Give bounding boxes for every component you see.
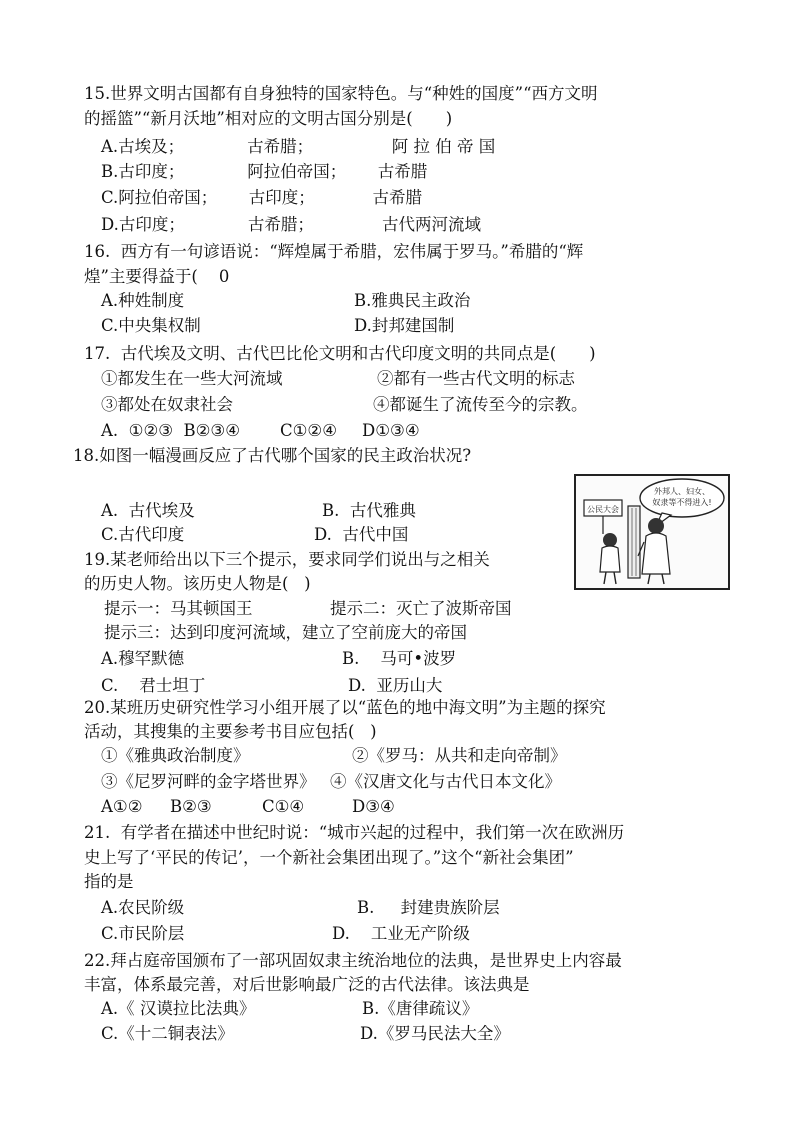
- q17-item-3: ③都处在奴隶社会: [101, 395, 233, 414]
- q22-stem-line-2: 丰富，体系最完善，对后世影响最广泛的古代法律。该法典是: [84, 975, 530, 994]
- q15-option-b: B.古印度； 阿拉伯帝国； 古希腊: [101, 162, 428, 181]
- q16-option-a: A.种姓制度: [101, 291, 185, 310]
- q17-item-4: ④都诞生了流传至今的宗教。: [373, 395, 588, 414]
- q18-option-c: C.古代印度: [101, 525, 185, 544]
- q15-stem-line-1: 15.世界文明古国都有自身独特的国家特色。与“种姓的国度”“西方文明: [84, 84, 598, 103]
- q21-option-b: B. 封建贵族阶层: [357, 898, 500, 917]
- q19-hint-3: 提示三：达到印度河流域，建立了空前庞大的帝国: [104, 623, 467, 642]
- q20-option-c: C①④: [262, 797, 305, 816]
- q21-option-c: C.市民阶层: [101, 924, 185, 943]
- q16-option-b: B.雅典民主政治: [354, 291, 471, 310]
- q17-item-2: ②都有一些古代文明的标志: [377, 369, 575, 388]
- q21-stem-line-1: 21. 有学者在描述中世纪时说：“城市兴起的过程中，我们第一次在欧洲历: [84, 823, 625, 842]
- q20-option-b: B②③: [170, 797, 212, 816]
- q19-option-b: B. 马可•波罗: [342, 649, 457, 668]
- q22-stem-line-1: 22.拜占庭帝国颁布了一部巩固奴隶主统治地位的法典，是世界史上内容最: [84, 951, 622, 970]
- q19-option-c: C. 君士坦丁: [101, 676, 206, 695]
- cartoon-drawing: [576, 476, 728, 588]
- q15-option-d: D.古印度； 古希腊； 古代两河流域: [101, 215, 482, 234]
- q18-stem: 18.如图一幅漫画反应了古代哪个国家的民主政治状况?: [73, 446, 472, 465]
- q17-option-ab: A. ①②③ B②③④: [101, 421, 241, 440]
- q21-option-a: A.农民阶级: [101, 898, 185, 917]
- q20-stem-line-2: 活动，其搜集的主要参考书目应包括( ): [84, 722, 377, 741]
- q20-option-a: A①②: [101, 797, 143, 816]
- q15-stem-line-2: 的摇篮”“新月沃地”相对应的文明古国分别是( ): [84, 109, 453, 128]
- speech-line-1: 外邦人、妇女、: [654, 487, 710, 496]
- q18-option-a: A. 古代埃及: [101, 501, 195, 520]
- sign-text: 公民大会: [587, 505, 619, 514]
- assembly-cartoon: [574, 474, 730, 590]
- q21-option-d: D. 工业无产阶级: [332, 924, 470, 943]
- q17-item-1: ①都发生在一些大河流域: [101, 369, 283, 388]
- q18-option-d: D. 古代中国: [314, 525, 409, 544]
- q17-stem: 17. 古代埃及文明、古代巴比伦文明和古代印度文明的共同点是( ): [84, 344, 596, 363]
- q17-option-c: C①②④: [280, 421, 338, 440]
- q15-option-c: C.阿拉伯帝国； 古印度； 古希腊: [101, 188, 422, 207]
- q22-option-c: C.《十二铜表法》: [101, 1024, 234, 1043]
- q15-option-a: A.古埃及； 古希腊； 阿 拉 伯 帝 国: [101, 137, 496, 156]
- q20-stem-line-1: 20.某班历史研究性学习小组开展了以“蓝色的地中海文明”为主题的探究: [84, 698, 606, 717]
- q16-stem-line-1: 16. 西方有一句谚语说：“辉煌属于希腊，宏伟属于罗马。”希腊的“辉: [84, 242, 584, 261]
- q20-item-2: ②《罗马：从共和走向帝制》: [352, 746, 567, 765]
- q17-option-d: D①③④: [362, 421, 420, 440]
- q19-hint-1: 提示一：马其顿国王: [104, 599, 253, 618]
- q20-item-4: ④《汉唐文化与古代日本文化》: [330, 772, 561, 791]
- q22-option-b: B.《唐律疏议》: [362, 999, 479, 1018]
- q19-stem-line-2: 的历史人物。该历史人物是( ): [84, 574, 311, 593]
- q19-option-d: D. 亚历山大: [348, 676, 443, 695]
- q20-item-1: ①《雅典政治制度》: [101, 746, 250, 765]
- q16-option-d: D.封邦建国制: [354, 316, 455, 335]
- q22-option-d: D.《罗马民法大全》: [360, 1024, 510, 1043]
- q16-stem-line-2: 煌”主要得益于( 0: [84, 267, 230, 286]
- q18-option-b: B. 古代雅典: [322, 501, 416, 520]
- q22-option-a: A.《 汉谟拉比法典》: [101, 999, 256, 1018]
- q19-option-a: A.穆罕默德: [101, 649, 185, 668]
- q16-option-c: C.中央集权制: [101, 316, 201, 335]
- q20-option-d: D③④: [352, 797, 395, 816]
- speech-line-2: 奴隶等不得进入!: [652, 498, 712, 507]
- q19-hint-2: 提示二：灭亡了波斯帝国: [330, 599, 512, 618]
- q21-stem-line-3: 指的是: [84, 872, 134, 891]
- q20-item-3: ③《尼罗河畔的金字塔世界》: [101, 772, 316, 791]
- q19-stem-line-1: 19.某老师给出以下三个提示，要求同学们说出与之相关: [84, 550, 490, 569]
- q21-stem-line-2: 史上写了‘平民的传记’，一个新社会集团出现了。”这个“新社会集团”: [84, 848, 574, 867]
